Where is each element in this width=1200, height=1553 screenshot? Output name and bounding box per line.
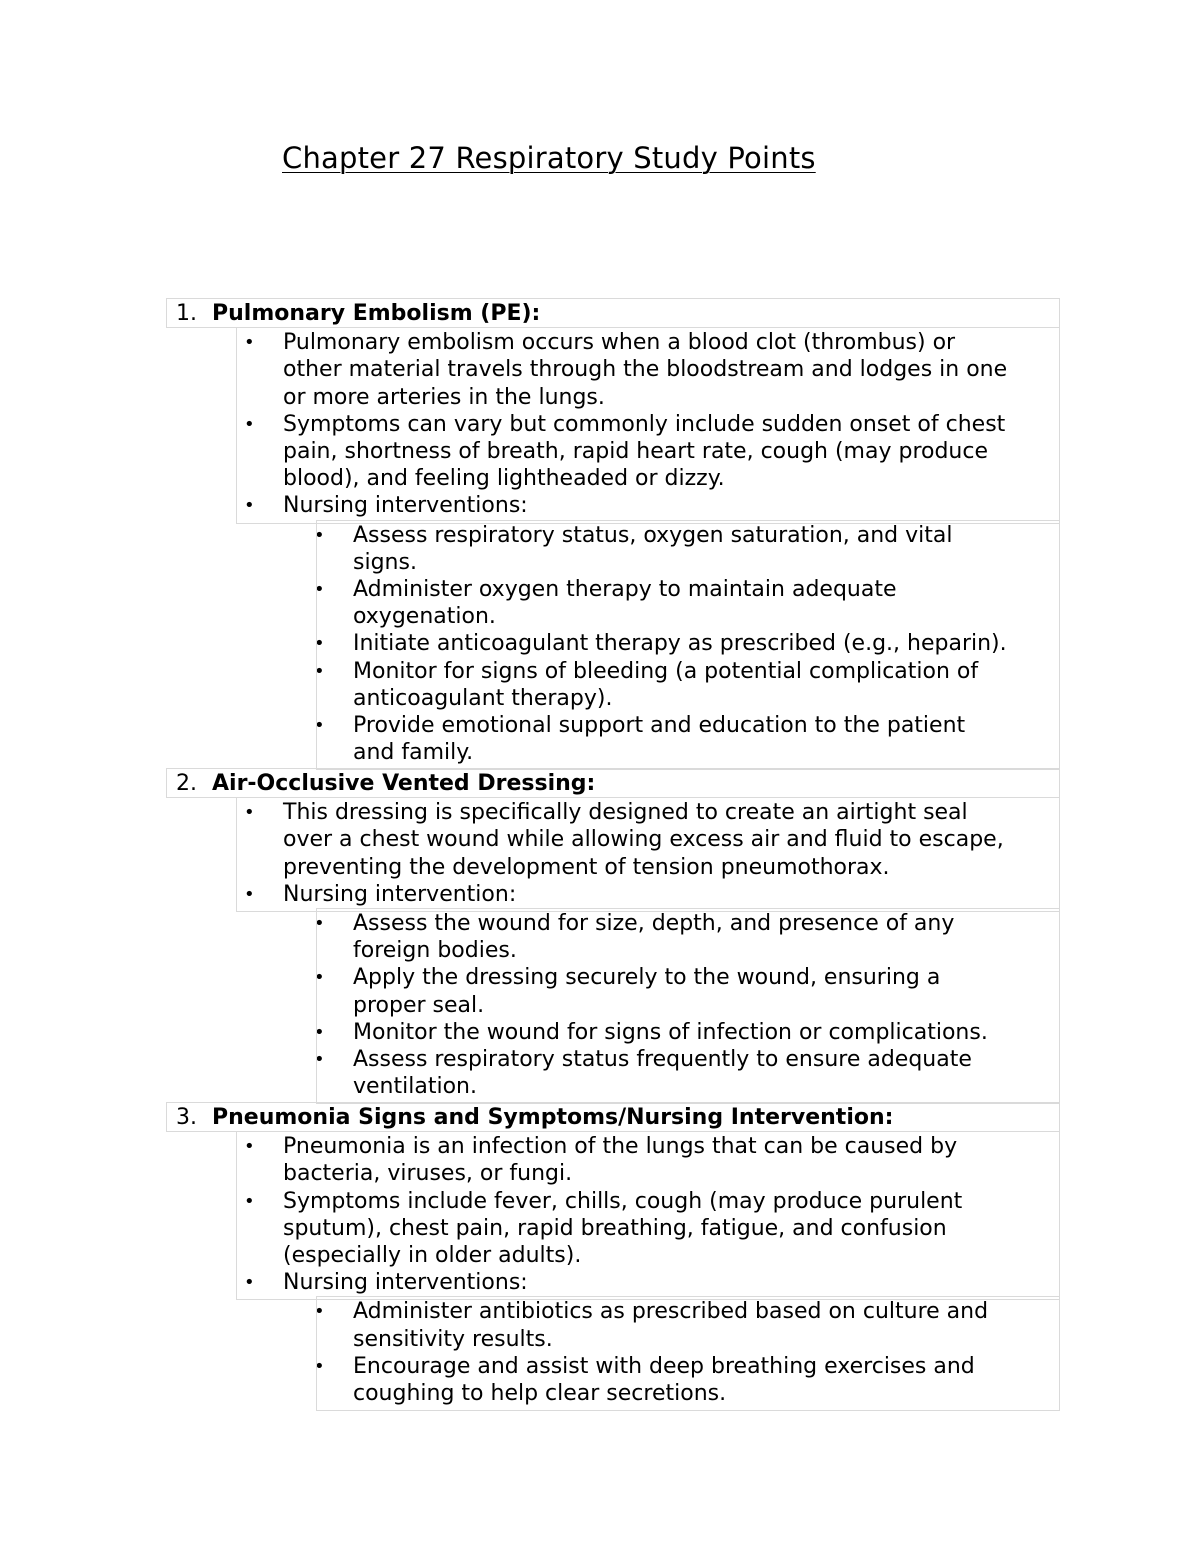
subpoint-text: foreign bodies. [353, 938, 517, 964]
subpoint-text: Initiate anticoagulant therapy as prescribed (e.g., heparin). [353, 631, 1007, 657]
point-text: other material travels through the bloodstream and lodges in one [283, 357, 1008, 383]
bullet-icon: • [244, 802, 255, 824]
bullet-icon: • [314, 633, 325, 655]
point-text: pain, shortness of breath, rapid heart rate, cough (may produce [283, 439, 989, 464]
point-text: bacteria, viruses, or fungi. [283, 1161, 573, 1187]
points-box [236, 327, 1060, 523]
subpoint-text: signs. [353, 549, 417, 575]
subpoint-text: anticoagulant therapy). [353, 685, 613, 711]
subpoint-text: Monitor the wound for signs of infection or complications. [353, 1019, 988, 1045]
point-text: preventing the development of tension pneumothorax. [283, 854, 890, 880]
point-text: over a chest wound while allowing excess air and fluid to escape, [283, 827, 1004, 853]
bullet-icon: • [244, 495, 255, 517]
bullet-icon: • [314, 1021, 325, 1043]
bullet-icon: • [314, 579, 325, 600]
point-text: This dressing is specifically designed to create an airtight seal [283, 800, 968, 826]
points-box [236, 797, 1060, 912]
bullet-icon: • [244, 1190, 255, 1212]
bullet-icon: • [314, 913, 325, 934]
subpoint-text: ventilation. [353, 1074, 477, 1100]
subpoint-text: oxygenation. [353, 604, 496, 630]
point-text: Nursing interventions: [283, 493, 528, 519]
bullet-icon: • [314, 1355, 325, 1377]
section-heading: Air-Occlusive Vented Dressing: [212, 771, 596, 796]
point-text: Nursing intervention: [283, 881, 517, 907]
subpoint-text: proper seal. [353, 992, 485, 1018]
subpoint-text: Assess the wound for size, depth, and presence of any [353, 911, 955, 936]
bullet-icon: • [244, 413, 255, 435]
section-number: 2. [176, 771, 197, 796]
subpoint-text: Provide emotional support and education to the patient [353, 713, 966, 738]
subpoints-box [316, 1296, 1060, 1411]
point-text: blood), and feeling lightheaded or dizzy. [283, 466, 725, 492]
bullet-icon: • [314, 715, 325, 736]
bullet-icon: • [244, 332, 255, 354]
point-text: (especially in older adults). [283, 1243, 582, 1268]
bullet-icon: • [314, 1301, 325, 1323]
points-box [236, 1131, 1060, 1300]
point-text: Symptoms include fever, chills, cough (may produce purulent [283, 1188, 963, 1214]
section-number: 3. [176, 1105, 197, 1130]
subpoint-text: Administer oxygen therapy to maintain adequate [353, 577, 897, 602]
subpoints-box [316, 908, 1060, 1104]
point-text: or more arteries in the lungs. [283, 384, 605, 410]
bullet-icon: • [244, 1136, 255, 1158]
point-text: Nursing interventions: [283, 1270, 528, 1296]
subpoint-text: Apply the dressing securely to the wound, ensuring a [353, 965, 941, 991]
subpoint-text: and family. [353, 740, 474, 766]
bullet-icon: • [244, 883, 255, 905]
section-heading: Pneumonia Signs and Symptoms/Nursing Intervention: [212, 1105, 894, 1130]
subpoint-text: Monitor for signs of bleeding (a potential complication of [353, 658, 979, 684]
bullet-icon: • [314, 967, 325, 989]
subpoints-box [316, 520, 1060, 771]
bullet-icon: • [314, 660, 325, 682]
point-text: Pulmonary embolism occurs when a blood clot (thrombus) or [283, 330, 956, 356]
subpoint-text: Assess respiratory status frequently to ensure adequate [353, 1047, 972, 1072]
subpoint-text: Administer antibiotics as prescribed based on culture and [353, 1299, 989, 1325]
point-text: Symptoms can vary but commonly include sudden onset of chest [283, 411, 1006, 437]
bullet-icon: • [314, 524, 325, 546]
bullet-icon: • [314, 1049, 325, 1070]
subpoint-text: Encourage and assist with deep breathing exercises and [353, 1353, 975, 1379]
point-text: Pneumonia is an infection of the lungs that can be caused by [283, 1134, 958, 1160]
subpoint-text: coughing to help clear secretions. [353, 1381, 727, 1406]
page-title: Chapter 27 Respiratory Study Points [282, 141, 816, 175]
subpoint-text: sensitivity results. [353, 1326, 553, 1352]
section-number: 1. [176, 301, 197, 326]
bullet-icon: • [244, 1272, 255, 1294]
section-heading: Pulmonary Embolism (PE): [212, 301, 541, 326]
subpoint-text: Assess respiratory status, oxygen saturation, and vital [353, 522, 953, 548]
point-text: sputum), chest pain, rapid breathing, fatigue, and confusion [283, 1215, 947, 1241]
